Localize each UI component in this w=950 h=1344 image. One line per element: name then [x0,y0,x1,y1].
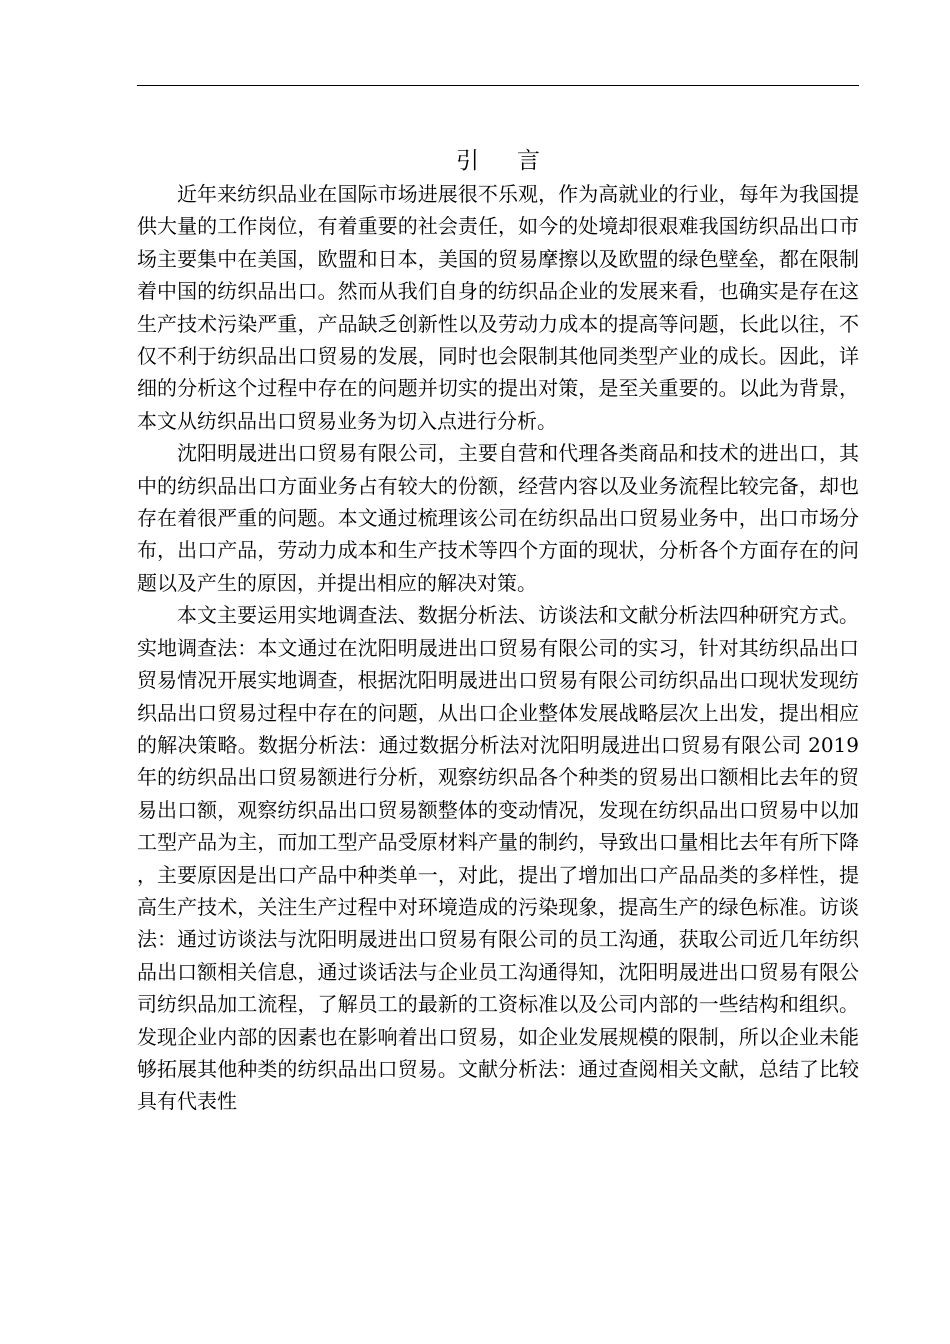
header-rule [137,85,859,86]
section-title: 引言 [456,148,578,174]
paragraph-company: 沈阳明晟进出口贸易有限公司，主要自营和代理各类商品和技术的进出口，其中的纺织品出口方面业务占有较大的份额，经营内容以及业务流程比较完备，却也存在着很严重的问题。本文通过梳理该公司在纺织品出口贸易业务中，出口市场分布，出口产品，劳动力成本和生产技术等四个方面的现状，分析各个方面存在的问题以及产生的原因，并提出相应的解决对策。 [137,441,859,595]
body-text [137,178,859,1118]
paragraph-methods: 本文主要运用实地调查法、数据分析法、访谈法和文献分析法四种研究方式。实地调查法：本文通过在沈阳明晟进出口贸易有限公司的实习，针对其纺织品出口贸易情况开展实地调查，根据沈阳明晟进出口贸易有限公司纺织品出口现状发现纺织品出口贸易过程中存在的问题，从出口企业整体发展战略层次上出发，提出相应的解决策略。数据分析法：通过数据分析法对沈阳明晟进出口贸易有限公司 2019 年的纺织品出口贸易额进行分析，观察纺织品各个种类的贸易出口额相比去年的贸易出口额，观察纺织品出口贸易额整体的变动情况，发现在纺织品出口贸易中以加工型产品为主，而加工型产品受原材料产量的制约，导致出口量相比去年有所下降，主要原因是出口产品中种类单一，对此，提出了增加出口产品品类的多样性，提高生产技术，关注生产过程中对环境造成的污染现象，提高生产的绿色标准。访谈法：通过访谈法与沈阳明晟进出口贸易有限公司的员工沟通，获取公司近几年纺织品出口额相关信息，通过谈话法与企业员工沟通得知，沈阳明晟进出口贸易有限公司纺织品加工流程，了解员工的最新的工资标准以及公司内部的一些结构和组织。发现企业内部的因素也在影响着出口贸易，如企业发展规模的限制，所以企业未能够拓展其他种类的纺织品出口贸易。文献分析法：通过查阅相关文献，总结了比较具有代表性 [137,603,859,1114]
paragraph-background: 近年来纺织品业在国际市场进展很不乐观，作为高就业的行业，每年为我国提供大量的工作岗位，有着重要的社会责任，如今的处境却很艰难我国纺织品出口市场主要集中在美国，欧盟和日本，美国的贸易摩擦以及欧盟的绿色壁垒，都在限制着中国的纺织品出口。然而从我们自身的纺织品企业的发展来看，也确实是存在这生产技术污染严重，产品缺乏创新性以及劳动力成本的提高等问题，长此以往，不仅不利于纺织品出口贸易的发展，同时也会限制其他同类型产业的成长。因此，详细的分析这个过程中存在的问题并切实的提出对策，是至关重要的。以此为背景，本文从纺织品出口贸易业务为切入点进行分析。 [137,182,859,433]
